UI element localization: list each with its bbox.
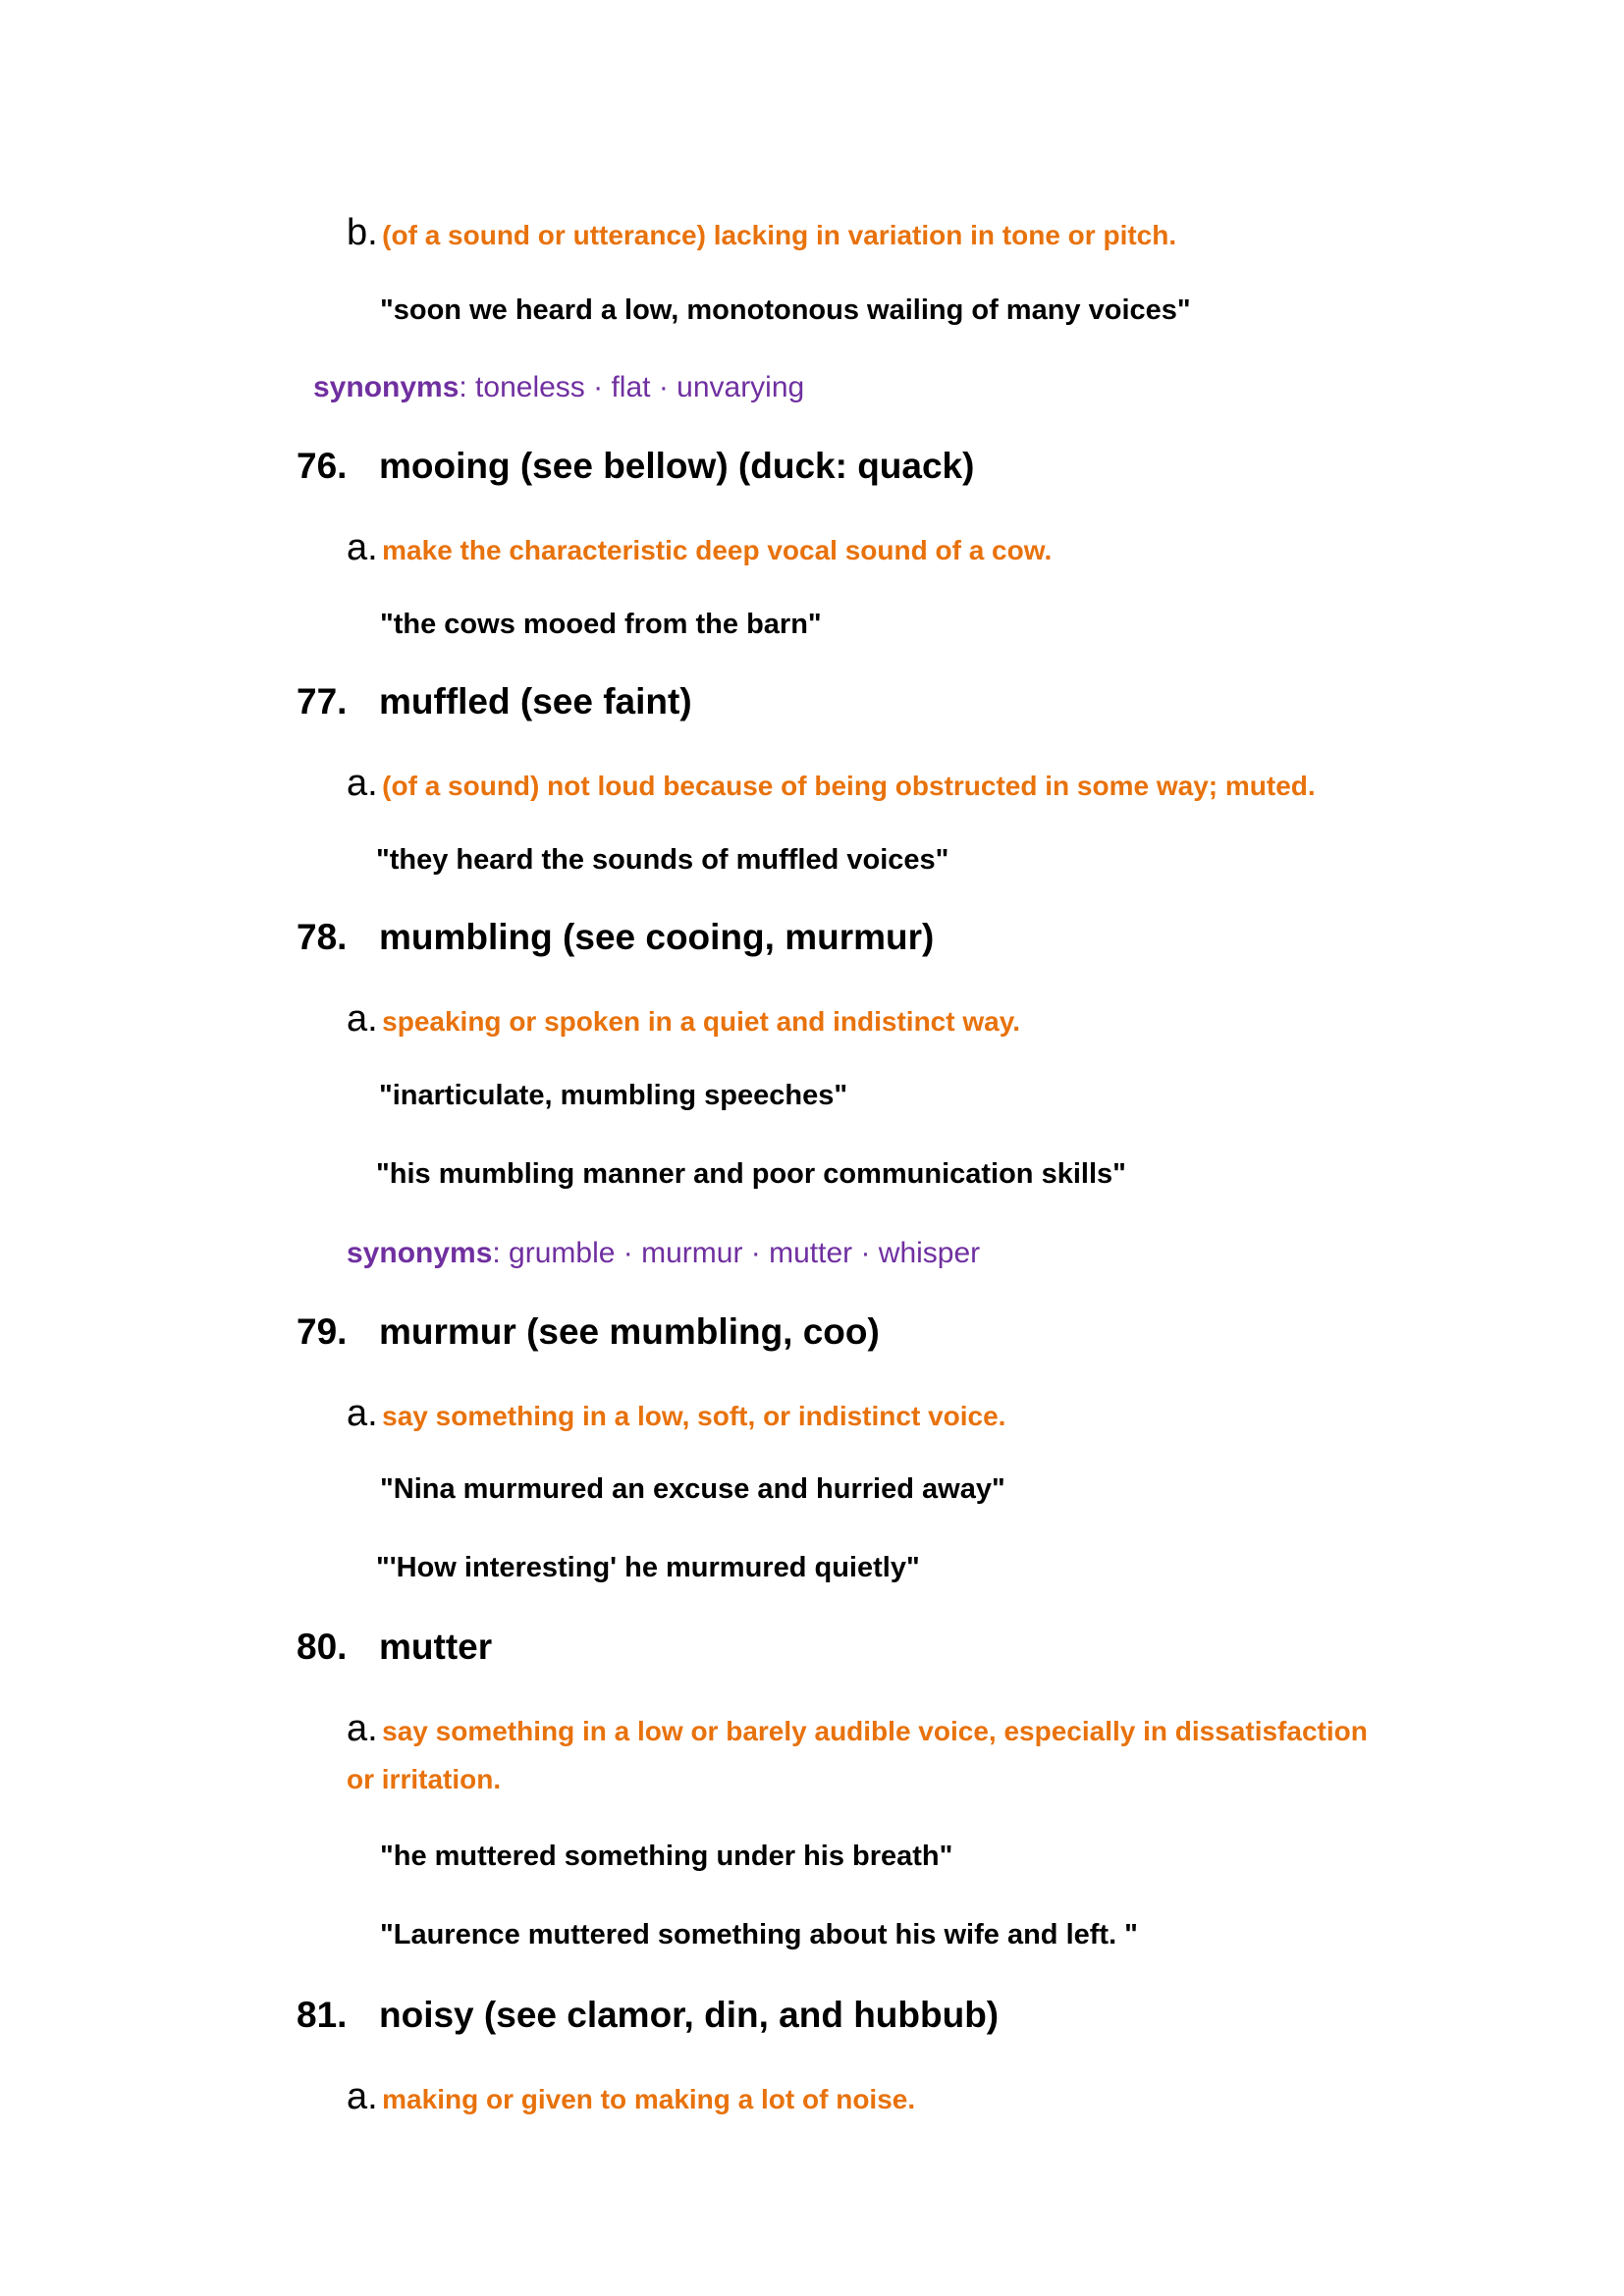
entry-title: mumbling (see cooing, murmur) — [379, 917, 935, 957]
example: "the cows mooed from the barn" — [380, 609, 822, 640]
definition: say something in a low, soft, or indistinct voice. — [382, 1401, 1006, 1431]
entry-number: 77. — [297, 681, 348, 721]
sense-a — [347, 2078, 915, 2115]
synonyms-label: synonyms — [313, 371, 460, 403]
definition: (of a sound) not loud because of being obstructed in some way; muted. — [382, 771, 1316, 801]
sense-letter: a. — [347, 527, 378, 568]
entry-number: 78. — [297, 917, 348, 957]
entry-number: 79. — [297, 1311, 348, 1352]
entry-heading — [297, 1313, 880, 1350]
example: "soon we heard a low, monotonous wailing of many voices" — [380, 294, 1191, 326]
sense-a — [347, 529, 1052, 566]
definition-continued: or irritation. — [347, 1764, 502, 1794]
entry-heading — [297, 1629, 492, 1665]
sense-b — [347, 214, 1176, 251]
entry-title: mutter — [379, 1627, 493, 1667]
example: "inarticulate, mumbling speeches" — [379, 1080, 848, 1111]
example: "Laurence muttered something about his wife and left. " — [380, 1919, 1138, 1950]
entry-title: noisy (see clamor, din, and hubbub) — [379, 1995, 1000, 2035]
example: "he muttered something under his breath" — [380, 1841, 953, 1872]
entry-heading — [297, 1997, 999, 2033]
definition: (of a sound or utterance) lacking in variation in tone or pitch. — [382, 220, 1177, 250]
entry-title: murmur (see mumbling, coo) — [379, 1311, 880, 1352]
sense-letter: a. — [347, 2076, 378, 2117]
sense-a — [347, 1395, 1005, 1432]
definition: say something in a low or barely audible voice, especially in dissatisfaction — [382, 1716, 1368, 1746]
entry-heading — [297, 919, 934, 955]
example: "they heard the sounds of muffled voices" — [376, 844, 949, 876]
sense-letter: a. — [347, 998, 378, 1040]
example: "Nina murmured an excuse and hurried away" — [380, 1473, 1005, 1505]
synonyms-list: : grumble · murmur · mutter · whisper — [492, 1237, 981, 1269]
sense-letter: a. — [347, 1393, 378, 1434]
sense-a — [347, 1000, 1020, 1038]
sense-letter: a. — [347, 1708, 378, 1749]
sense-a — [347, 1710, 1368, 1747]
sense-letter: a. — [347, 763, 378, 804]
entry-title: mooing (see bellow) (duck: quack) — [379, 446, 975, 486]
definition: make the characteristic deep vocal sound of a cow. — [382, 535, 1053, 565]
synonyms — [347, 1239, 980, 1268]
sense-a — [347, 765, 1316, 802]
entry-number: 80. — [297, 1627, 348, 1667]
entry-heading — [297, 683, 692, 720]
example: "his mumbling manner and poor communication skills" — [376, 1158, 1126, 1190]
example: "'How interesting' he murmured quietly" — [376, 1552, 920, 1583]
definition: making or given to making a lot of noise. — [382, 2084, 916, 2114]
definition: speaking or spoken in a quiet and indistinct way. — [382, 1006, 1020, 1037]
synonyms-label: synonyms — [347, 1237, 493, 1269]
sense-letter: b. — [347, 212, 378, 253]
entry-heading — [297, 448, 974, 484]
entry-number: 76. — [297, 446, 348, 486]
entry-number: 81. — [297, 1995, 348, 2035]
entry-title: muffled (see faint) — [379, 681, 692, 721]
synonyms-list: : toneless · flat · unvarying — [459, 371, 805, 403]
synonyms — [313, 373, 804, 402]
